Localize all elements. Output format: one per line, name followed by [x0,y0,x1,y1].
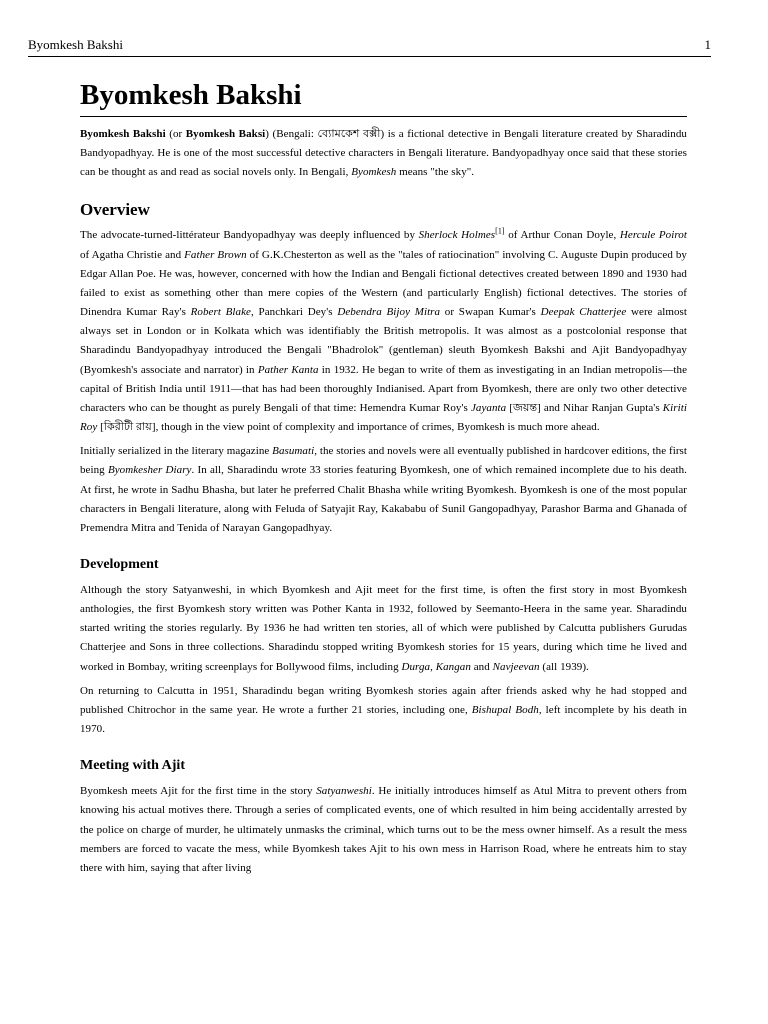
overview-heading: Overview [80,200,150,220]
meeting-heading: Meeting with Ajit [80,758,185,774]
italic-term: Satyanweshi [316,785,372,798]
italic-term: Sherlock Holmes [418,229,496,242]
development-paragraph-1: Although the story Satyanweshi, in which Byomkesh and Ajit meet for the first time, is often the first story in most Byomkesh anthologies, the first Byomkesh story written was Pother Kanta in 1932, followed by Seemanto-Heera in the same year. Sharadindu started writing the stories regularly. By 1936 he had written ten stories, all of which were published by Calcutta publishers Gurudas Chatterjee and Sons in three collections. Sharadindu stopped writing Byomkesh stories for 15 years, during which time he lived and worked in Bombay, writing screenplays for Bollywood films, including Durga, Kangan and Navjeevan (all 1939). [80,583,687,673]
development-paragraph-2: On returning to Calcutta in 1951, Sharadindu began writing Byomkesh stories again after friends asked why he had stopped and published Chitrochor in the same year. He wrote a further 21 stories, including one, Bishupal Bodh, left incomplete by his death in 1970. [80,684,687,736]
running-header [28,37,711,57]
page-number: 1 [704,37,711,52]
italic-term: Deepak Chatterjee [540,306,627,319]
running-title: Byomkesh Bakshi [28,37,123,52]
italic-term: Kiriti Roy [80,401,687,434]
overview-paragraph-1: The advocate-turned-littérateur Bandyopadhyay was deeply influenced by Sherlock Holmes[1] of Arthur Conan Doyle, Hercule Poirot of Agatha Christie and Father Brown of G.K.Chesterton as well as the "tales of ratiocination" involving C. Auguste Dupin produced by Edgar Allan Poe. He was, however, concerned with how the Indian and Bengali fictional detectives created between 1890 and 1930 had failed to exist as something other than mere copies of the Western (and particularly English) fictional detectives. The stories of Dinendra Kumar Ray's Robert Blake, Panchkari Dey's Debendra Bijoy Mitra or Swapan Kumar's Deepak Chatterjee were almost always set in London or in Kolkata which was identifiably the British metropolis. It was almost as a postcolonial response that Sharadindu Bandyopadhyay introduced the Bengali "Bhadrolok" (gentleman) sleuth Byomkesh Bakshi and Ajit Bandyopadhyay (Byomkesh's associate and narrator) in Pather Kanta in 1932. He began to write of them as investigating in an Indian metropolis—the capital of British India until 1911—that has had been thoroughly Indianised. Apart from Byomkesh, there are only two other detective characters who can be thought as purely Bengali of that time: Hemendra Kumar Roy's Jayanta [জয়ন্ত] and Nihar Ranjan Gupta's Kiriti Roy [কিরীটী রায়], though in the view point of complexity and importance of crimes, Byomkesh is much more ahead. [80,226,688,434]
intro-paragraph: Byomkesh Bakshi (or Byomkesh Baksi) (Bengali: ব্যোমকেশ বক্সী) is a fictional detective in Bengali literature created by Sharadindu Bandyopadhyay. He is one of the most successful detective characters in Bengali literature. Bandyopadhyay once said that these stories can be thought as and read as social novels only. In Bengali, Byomkesh means "the sky". [80,128,687,179]
citation-ref[interactable]: [1] [495,226,505,236]
development-heading: Development [80,556,159,572]
meeting-paragraph-1: Byomkesh meets Ajit for the first time in the story Satyanweshi. He initially introduces himself as Atul Mitra to prevent others from knowing his actual motives there. Through a series of complicated events, one of which resulted in him being accidentally arrested by the police on charge of murder, he ultimately unmasks the criminal, which turns out to be the mess owner himself. As a result the mess members are forced to vacate the mess, while Byomkesh takes Ajit to his own mess in Harrison Road, where he entreats him to stay there with him, saying that after living [80,785,687,874]
overview-paragraph-2: Initially serialized in the literary magazine Basumati, the stories and novels were all eventually published in hardcover editions, the first being Byomkesher Diary. In all, Sharadindu wrote 33 stories featuring Byomkesh, one of which remained incomplete due to his death. At first, he wrote in Sadhu Bhasha, but later he preferred Chalit Bhasha while writing Byomkesh. Byomkesh is one of the most popular characters in Bengali literature, along with Feluda of Satyajit Ray, Kakababu of Sunil Gangopadhyay, Parashor Barma and Ghanada of Premendra Mitra and Tenida of Narayan Gangopadhyay. [80,445,687,534]
article-body [80,76,687,878]
italic-term: Father Brown [184,248,247,261]
bold-term: Byomkesh Bakshi [80,128,166,140]
italic-term: Byomkesher Diary [107,464,192,477]
italic-term: Bishupal Bodh [471,703,539,716]
italic-term: Navjeevan [492,660,540,673]
italic-term: Debendra Bijoy Mitra [337,306,441,319]
italic-term: Hercule Poirot [619,229,687,242]
italic-term: Pather Kanta [257,363,319,376]
bold-term: Byomkesh Baksi [185,128,266,140]
italic-term: Kangan [435,660,471,673]
italic-term: Robert Blake [190,306,251,319]
italic-term: Byomkesh [351,166,397,179]
italic-term: Jayanta [470,401,507,414]
italic-term: Durga [401,660,431,673]
article-title: Byomkesh Bakshi [80,76,687,117]
italic-term: Basumati [272,445,315,458]
